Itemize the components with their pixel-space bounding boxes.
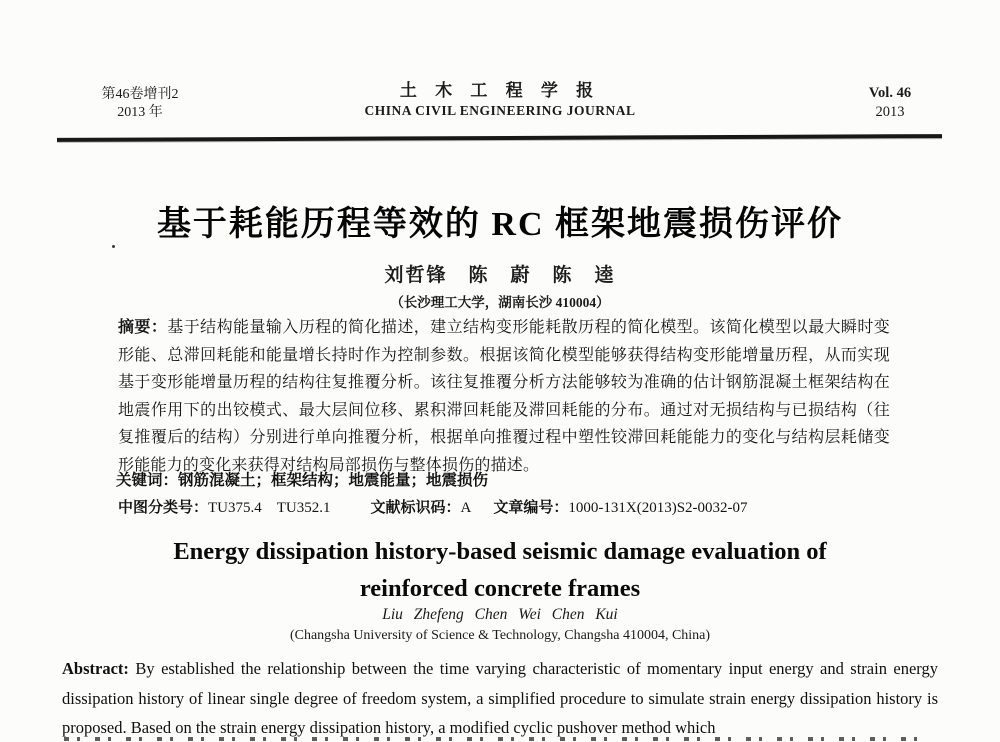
abstract-label-cn: 摘要：: [118, 319, 168, 336]
keywords-cn: 钢筋混凝土；框架结构；地震能量；地震损伤: [178, 472, 489, 489]
doc-code-label: 文献标识码：: [370, 500, 461, 516]
paper-title-en: [0, 533, 1000, 607]
header-rule: [57, 134, 942, 142]
year-cn: 2013 年: [117, 105, 163, 120]
year-en: 2013: [875, 104, 905, 120]
paper-title-en-line2: reinforced concrete frames: [359, 575, 641, 602]
paper-title-cn: 基于耗能历程等效的 RC 框架地震损伤评价: [156, 206, 844, 243]
article-id-value: 1000-131X(2013)S2-0032-07: [568, 500, 748, 516]
volume-en: Vol. 46: [868, 85, 912, 101]
journal-name-en: CHINA CIVIL ENGINEERING JOURNAL: [364, 103, 636, 118]
doc-code-value: A: [460, 500, 472, 516]
paper-title-en-line1: Energy dissipation history-based seismic damage evaluation of: [173, 538, 827, 565]
article-id-label: 文章编号：: [493, 500, 569, 516]
abstract-text-en: By established the relationship between the time varying characteristic of momentary input energy and strain energy dissipation history of linear single degree of freedom system, a simplified procedure to simulate strain energy dissipation history is proposed. Based on the strain energy dissipation history, a modified cyclic pushover method which: [62, 659, 938, 737]
abstract-en: [62, 654, 938, 742]
clipped-text-line: [64, 737, 924, 741]
keywords-label-cn: 关键词：: [116, 472, 179, 489]
volume-issue-cn: 第46卷增刊2: [101, 87, 179, 102]
journal-name-cn: 土 木 工 程 学 报: [399, 81, 601, 100]
journal-name-block: [300, 80, 700, 119]
keywords-line: [116, 468, 896, 490]
affiliation-en: (Changsha University of Science & Technology, Changsha 410004, China): [289, 628, 711, 643]
classification-line: [118, 496, 918, 517]
clc-value: TU375.4 TU352.1: [208, 500, 331, 516]
authors-cn: 刘哲锋 陈 蔚 陈 逵: [384, 265, 616, 286]
abstract-cn: [118, 314, 890, 477]
abstract-text-cn: 基于结构能量输入历程的简化描述，建立结构变形能耗散历程的简化模型。该简化模型以最大瞬时变形能、总滞回耗能和能量增长持时作为控制参数。根据该简化模型能够获得结构变形能增量历程，从而实现基于变形能增量历程的结构往复推覆分析。该往复推覆分析方法能够较为准确的估计钢筋混凝土框架结构在地震作用下的出铰模式、最大层间位移、累积滞回耗能及滞回耗能的分布。通过对无损结构与已损结构（往复推覆后的结构）分别进行单向推覆分析，根据单向推覆过程中塑性铰滞回耗能能力的变化与结构层耗储变形能能力的变化来获得对结构局部损伤与整体损伤的描述。: [118, 319, 890, 474]
authors-en: Liu Zhefeng Chen Wei Chen Kui: [382, 606, 618, 623]
issue-info-block: [78, 86, 202, 122]
volume-info-block: [843, 84, 937, 122]
abstract-label-en: Abstract:: [62, 659, 129, 678]
clc-label: 中图分类号：: [118, 500, 209, 516]
scan-artifact-dot: [112, 245, 115, 248]
affiliation-cn: （长沙理工大学，湖南长沙 410004）: [390, 295, 610, 310]
